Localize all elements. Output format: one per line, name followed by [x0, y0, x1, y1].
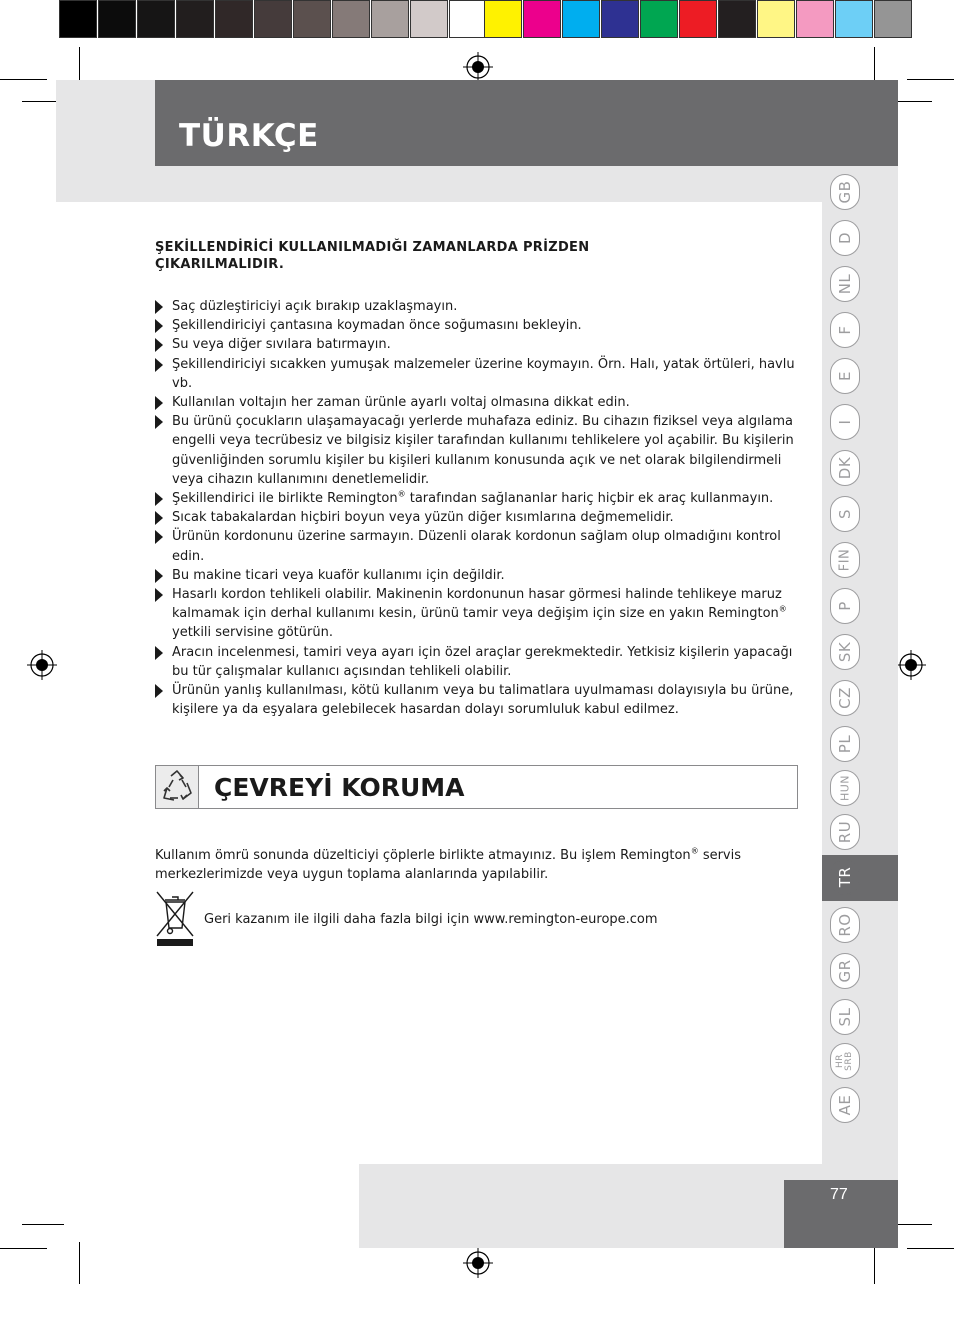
list-item: Bu ürünü çocukların ulaşamayacağı yerlerde muhafaza ediniz. Bu cihazın fiziksel veya algılama engelli veya tecrübesiz ve bilgisiz kişiler tarafından kullanımı tehlikelere yol açabilir. Bu kişilerin güvenliğinden sorumlu kişiler bu kişileri kullanım konusunda açık ve net olarak bilgilendirmeli veya cihazın kullanımını denetlemelidir.	[155, 412, 805, 489]
crop-mark	[0, 79, 47, 80]
list-item: Kullanılan voltajın her zaman ürünle ayarlı voltaj olmasına dikkat edin.	[155, 393, 805, 412]
calibration-swatch	[98, 0, 136, 38]
calibration-swatch	[293, 0, 331, 38]
crop-mark	[874, 1242, 875, 1284]
language-tab-label: CZ	[836, 687, 854, 709]
registered-mark: ®	[690, 846, 699, 856]
language-tab-label: SK	[836, 641, 854, 663]
language-tab-gr[interactable]	[830, 953, 860, 989]
crossed-out-wheelie-bin-icon	[155, 888, 195, 948]
safety-instructions-list	[155, 297, 805, 719]
language-tab-hun[interactable]	[830, 770, 860, 806]
language-tab-label: HUN	[838, 774, 852, 802]
language-tab-s[interactable]	[830, 496, 860, 532]
list-item: Hasarlı kordon tehlikeli olabilir. Makinenin kordonunun hasar görmesi halinde tehlikeye maruz kalmamak için derhal kullanımı kesin, ürünü tamir veya değişim için size en yakın Remington® yetkili servisine götürün.	[155, 585, 805, 643]
calibration-swatch	[874, 0, 912, 38]
recycle-icon	[156, 766, 199, 808]
language-tab-ro[interactable]	[830, 907, 860, 943]
language-tab-e[interactable]	[830, 358, 860, 394]
environment-title: ÇEVREYİ KORUMA	[214, 773, 465, 802]
calibration-swatch	[601, 0, 639, 38]
language-tab-sl[interactable]	[830, 999, 860, 1035]
grayscale-calibration-bar	[59, 0, 488, 38]
process-color-calibration-bar	[484, 0, 913, 38]
title-bar	[155, 80, 898, 166]
language-tab-label: GR	[836, 959, 854, 983]
recycling-info: Geri kazanım ile ilgili daha fazla bilgi için www.remington-europe.com	[204, 912, 658, 927]
calibration-swatch	[449, 0, 487, 38]
language-tab-dk[interactable]	[830, 450, 860, 486]
language-tab-label: P	[836, 601, 854, 611]
environment-section-header	[155, 765, 798, 809]
list-item: Şekillendirici ile birlikte Remington® tarafından sağlananlar hariç hiçbir ek araç kullanmayın.	[155, 489, 805, 508]
calibration-swatch	[562, 0, 600, 38]
disposal-text-b: servis merkezlerimizde veya uygun toplama alanlarında yapılabilir.	[155, 848, 742, 883]
language-tab-sk[interactable]	[830, 634, 860, 670]
language-tab-f[interactable]	[830, 312, 860, 348]
language-tab-d[interactable]	[830, 220, 860, 256]
language-tab-pl[interactable]	[830, 726, 860, 762]
page-title: TÜRKÇE	[179, 118, 319, 154]
calibration-swatch	[679, 0, 717, 38]
language-tab-p[interactable]	[830, 588, 860, 624]
language-tab-label: D	[836, 231, 854, 245]
language-tab-label: DK	[836, 456, 854, 480]
language-tab-label: SL	[836, 1007, 854, 1027]
crop-mark	[22, 1224, 64, 1225]
calibration-swatch	[523, 0, 561, 38]
calibration-swatch	[176, 0, 214, 38]
calibration-swatch	[410, 0, 448, 38]
page-number: 77	[830, 1186, 848, 1203]
calibration-swatch	[254, 0, 292, 38]
calibration-swatch	[484, 0, 522, 38]
language-tab-nl[interactable]	[830, 266, 860, 302]
language-tab-label: HR SRB	[835, 1051, 854, 1071]
language-tab-label: RU	[836, 820, 854, 844]
language-tab-gb[interactable]	[830, 174, 860, 210]
registration-mark-icon	[896, 650, 926, 680]
language-tab-label: PL	[836, 734, 854, 754]
disposal-paragraph	[155, 846, 795, 884]
language-tab-hr-srb[interactable]	[830, 1043, 860, 1079]
crop-mark	[907, 79, 954, 80]
language-tab-label: TR	[836, 866, 854, 888]
warning-heading: ŞEKİLLENDİRİCİ KULLANILMADIĞI ZAMANLARDA PRİZDEN ÇIKARILMALIDIR.	[155, 240, 590, 272]
calibration-swatch	[371, 0, 409, 38]
language-tab-label: I	[836, 419, 854, 425]
disposal-text-a: Kullanım ömrü sonunda düzelticiyi çöplerle birlikte atmayınız. Bu işlem Remington	[155, 848, 691, 863]
language-tab-label: FIN	[837, 548, 853, 572]
language-tab-label: F	[836, 325, 854, 335]
calibration-swatch	[835, 0, 873, 38]
calibration-swatch	[332, 0, 370, 38]
list-item: Aracın incelenmesi, tamiri veya ayarı için özel araçlar gerekmektedir. Yetkisiz kişilerin yapacağı bu tür çalışmalar kullanıcı açısından tehlikeli olabilir.	[155, 643, 805, 681]
registration-mark-icon	[27, 650, 57, 680]
calibration-swatch	[718, 0, 756, 38]
language-tab-label: S	[836, 508, 854, 520]
list-item: Sıcak tabakalardan hiçbiri boyun veya yüzün diğer kısımlarına değmemelidir.	[155, 508, 805, 527]
language-tab-i[interactable]	[830, 404, 860, 440]
language-tab-tr[interactable]	[830, 859, 860, 895]
language-tab-ae[interactable]	[830, 1087, 860, 1123]
language-tab-ru[interactable]	[830, 814, 860, 850]
crop-mark	[79, 1242, 80, 1284]
list-item: Ürünün yanlış kullanılması, kötü kullanım veya bu talimatlara uyulmaması dolayısıyla bu ürüne, kişilere ya da eşyalara gelebilecek hasardan dolayı sorumluluk kabul edilmez.	[155, 681, 805, 719]
list-item: Bu makine ticari veya kuaför kullanımı için değildir.	[155, 566, 805, 585]
calibration-swatch	[757, 0, 795, 38]
language-tab-label: E	[836, 371, 854, 381]
list-item: Ürünün kordonunu üzerine sarmayın. Düzenli olarak kordonun sağlam olup olmadığını kontrol edin.	[155, 527, 805, 565]
language-tab-cz[interactable]	[830, 680, 860, 716]
calibration-swatch	[640, 0, 678, 38]
list-item: Su veya diğer sıvılara batırmayın.	[155, 335, 805, 354]
crop-mark	[907, 1248, 954, 1249]
language-tab-fin[interactable]	[830, 542, 860, 578]
calibration-swatch	[59, 0, 97, 38]
registration-mark-icon	[463, 1248, 493, 1278]
language-tab-label: AE	[836, 1094, 854, 1116]
list-item: Saç düzleştiriciyi açık bırakıp uzaklaşmayın.	[155, 297, 805, 316]
crop-mark	[0, 1248, 47, 1249]
list-item: Şekillendiriciyi çantasına koymadan önce soğumasını bekleyin.	[155, 316, 805, 335]
language-tab-label: NL	[836, 273, 854, 295]
language-tab-label: RO	[836, 913, 854, 937]
calibration-swatch	[215, 0, 253, 38]
page-number-box	[784, 1180, 898, 1248]
calibration-swatch	[137, 0, 175, 38]
language-tab-label: GB	[836, 180, 854, 204]
registration-mark-icon	[463, 52, 493, 82]
list-item: Şekillendiriciyi sıcakken yumuşak malzemeler üzerine koymayın. Örn. Halı, yatak örtüleri, havlu vb.	[155, 355, 805, 393]
calibration-swatch	[796, 0, 834, 38]
